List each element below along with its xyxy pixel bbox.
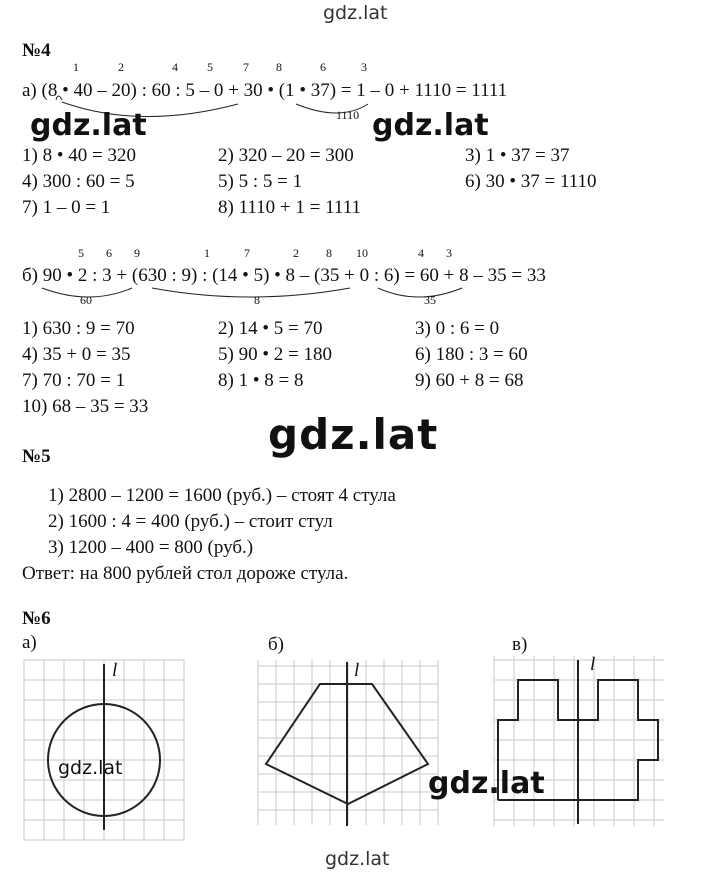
figure-pentagon (258, 660, 438, 830)
task5-line: 2) 1600 : 4 = 400 (руб.) – стоит стул (48, 511, 333, 532)
task5-line: 1) 2800 – 1200 = 1600 (руб.) – стоят 4 стула (48, 485, 396, 506)
step: 7) 70 : 70 = 1 (22, 370, 126, 391)
order-num: 5 (78, 246, 84, 260)
order-num: 10 (356, 246, 368, 260)
order-num: 6 (320, 60, 326, 74)
order-num: 8 (326, 246, 332, 260)
order-num: 9 (134, 246, 140, 260)
step: 8) 1 • 8 = 8 (218, 370, 304, 391)
order-num: 7 (244, 246, 250, 260)
under-value: 1110 (336, 108, 360, 122)
order-num: 7 (243, 60, 249, 74)
order-num: 3 (361, 60, 367, 74)
watermark: gdz.lat (58, 757, 123, 779)
order-num: 2 (293, 246, 299, 260)
step: 6) 30 • 37 = 1110 (465, 171, 597, 192)
step: 2) 320 – 20 = 300 (218, 145, 354, 166)
order-num: 1 (73, 60, 79, 74)
step: 4) 300 : 60 = 5 (22, 171, 135, 192)
order-num: 1 (204, 246, 210, 260)
under-value: 35 (424, 293, 436, 307)
axis-label: l (590, 654, 596, 675)
task4-heading: №4 (22, 40, 51, 61)
step: 7) 1 – 0 = 1 (22, 197, 111, 218)
figure-label-b: б) (268, 634, 284, 655)
task5-answer: Ответ: на 800 рублей стол дороже стула. (22, 563, 349, 584)
order-num: 6 (106, 246, 112, 260)
task6-heading: №6 (22, 608, 51, 629)
figure-circle (24, 660, 184, 845)
step: 10) 68 – 35 = 33 (22, 396, 149, 417)
watermark-bottom: gdz.lat (325, 848, 390, 870)
step: 3) 0 : 6 = 0 (415, 318, 500, 339)
watermark-top: gdz.lat (323, 2, 388, 24)
step: 1) 8 • 40 = 320 (22, 145, 136, 166)
step: 9) 60 + 8 = 68 (415, 370, 524, 391)
order-num: 2 (118, 60, 124, 74)
task5-heading: №5 (22, 446, 51, 467)
figure-label-a: а) (22, 632, 37, 653)
figure-label-v: в) (512, 634, 528, 655)
axis-label: l (112, 660, 118, 681)
under-value: 8 (254, 293, 260, 307)
watermark: gdz.lat (268, 410, 439, 459)
order-num: 3 (446, 246, 452, 260)
watermark: gdz.lat (372, 108, 489, 143)
axis-label: l (354, 660, 360, 681)
order-num: 4 (172, 60, 178, 74)
step: 4) 35 + 0 = 35 (22, 344, 131, 365)
order-num: 5 (207, 60, 213, 74)
watermark: gdz.lat (30, 108, 147, 143)
watermark: gdz.lat (428, 766, 545, 801)
order-num: 4 (418, 246, 424, 260)
order-num: 8 (276, 60, 282, 74)
step: 3) 1 • 37 = 37 (465, 145, 570, 166)
step: 5) 5 : 5 = 1 (218, 171, 303, 192)
step: 5) 90 • 2 = 180 (218, 344, 332, 365)
under-value: 60 (80, 293, 92, 307)
task4b-expression: б) 90 • 2 : 3 + (630 : 9) : (14 • 5) • 8 – (35 + 0 : 6) = 60 + 8 – 35 = 33 (22, 265, 546, 286)
step: 8) 1110 + 1 = 1111 (218, 197, 361, 218)
task5-line: 3) 1200 – 400 = 800 (руб.) (48, 537, 254, 558)
task4a-expression: а) (8 • 40 – 20) : 60 : 5 – 0 + 30 • (1 • 37) = 1 – 0 + 1110 = 1111 (22, 80, 508, 101)
step: 6) 180 : 3 = 60 (415, 344, 528, 365)
step: 1) 630 : 9 = 70 (22, 318, 135, 339)
step: 2) 14 • 5 = 70 (218, 318, 323, 339)
